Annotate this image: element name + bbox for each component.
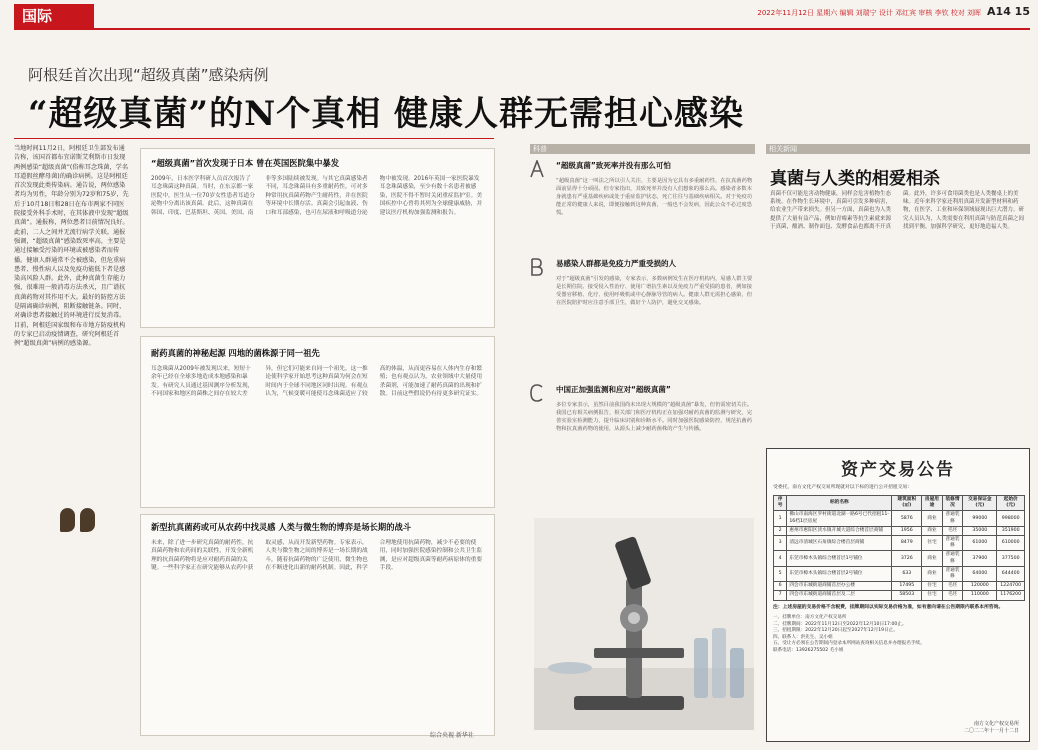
table-cell: 商业 bbox=[922, 526, 943, 535]
table-cell: 644400 bbox=[997, 566, 1025, 581]
dateline bbox=[560, 5, 1030, 19]
table-cell: 37900 bbox=[963, 551, 997, 566]
page-label: A14 15 bbox=[987, 5, 1030, 18]
panel-new-drugs-text: 未来，除了进一步研究真菌的耐药性，抗真菌药物和农药间的关联性，开发全新机理的抗真菌药物将是应对耐药真菌的关键。一些科学家正在研究能够从农药中获取灵感，从而开发新型药物。专家表示，人类与微生物之间的博弈是一场长期的战斗，随着抗菌药物的广泛使用，微生物也在不断进化出新的耐药机制。因此，科学合理地使用抗菌药物，减少不必要的使用，同时加强医院感染控制和公共卫生监测，是应对超级真菌等耐药病原体的重要手段。 bbox=[151, 540, 483, 572]
table-row bbox=[774, 551, 1025, 566]
table-cell: 商业 bbox=[922, 511, 943, 526]
notice-list bbox=[773, 615, 1023, 655]
related-text: 真菌不仅可能危害动物健康，同样会危害植物生态系统。在作物生长环境中，真菌可引发多种病害，给农业生产带来损失。但另一方面，真菌也为人类提供了大量有益产品，例如青霉素等抗生素就来源于真菌，酿酒、制作面包、发酵食品也都离不开真菌。此外，许多可食用菌类也是人类餐桌上的美味。近年来科学家还利用真菌开发新型材料和药物，在医学、工业和环保领域展现出巨大潜力。研究人员认为，人类需要在利用真菌与防范真菌之间找到平衡，加强科学研究，更好地造福人类。 bbox=[770, 191, 1025, 230]
table-cell: 四会市东城街道商铺首层办公楼 bbox=[787, 582, 892, 591]
panel-ancestry bbox=[140, 336, 495, 508]
letter-a-icon bbox=[530, 160, 544, 178]
table-cell: 351900 bbox=[997, 526, 1025, 535]
letter-c-icon bbox=[530, 384, 544, 402]
col-header: 序号 bbox=[774, 496, 787, 511]
dateline-text: 2022年11月12日 星期六 编辑 刘瑞宁 设计 邓红宾 审核 李钦 校对 刘晖 bbox=[757, 9, 982, 17]
table-cell: 毛坯 bbox=[942, 591, 963, 600]
notice-intro: 受委托，南方文化产权交易所现就对以下标的进行公开招租交易： bbox=[773, 485, 913, 490]
science-item-1-title: “超级真菌”致死率并没有那么可怕 bbox=[556, 161, 671, 170]
article-lead: 当地时间11月2日，阿根廷卫生部发布通告称，该国首都布宜诺斯艾利斯市日发现两例感染“超级真菌”(俗称耳念珠菌，学名耳道假丝酵母菌)的确诊病例。这是阿根廷首次发现此类传染病。通告说，两位感染者均为男性，年龄分别为72岁和75岁，先后于10月18日和28日在布市两家不同医院接受外科手术时，在其体液中发现“超级真菌”。通报称，两位患者目前情况良好。此前，二人之间并无流行病学关联。通报强调，“超级真菌”感染致死率高，主要是通过接触受污染的环境或被感染者而传播。健康人群通常不会被感染，但危重病患者、慢性病人以及免疫功能低下者是感染高风险人群。此外，此种真菌生存能力强，很难用一般消毒方法杀灭，且广谱抗真菌药物对其作用不大。最好的防控方法是隔离确诊病例，阻断接触链条。同时，对确诊患者接触过的环境进行反复消毒。目前，阿根廷国家级和布市地方防疫机构的专家已启动疫情调查，研究阿根廷首例“超级真菌”病例的感染源。 bbox=[14, 145, 129, 348]
panel-ancestry-title: 耐药真菌的神秘起源 四地的菌株源于同一祖先 bbox=[151, 348, 320, 358]
table-cell: 4 bbox=[774, 551, 787, 566]
panel-new-drugs bbox=[140, 514, 495, 736]
science-item-2-text: 对于“超级真菌”引发的感染，专家表示，多数病例发生在医疗机构内，易感人群主要是长期住院、接受侵入性治疗、使用广谱抗生素以及免疫力严重受损的患者，例如接受器官移植、化疗、使用呼吸机或中心静脉导管的病人。健康人群无需担心感染，但在医院陪护时应注意手部卫生，做好个人防护，避免交叉感染。 bbox=[556, 276, 753, 306]
science-item-3-title: 中国正加强监测和应对“超级真菌” bbox=[556, 385, 671, 394]
col-header: 装修情况 bbox=[942, 496, 963, 511]
notice-title: 资产交易公告 bbox=[841, 460, 955, 480]
notice-table bbox=[773, 495, 1025, 601]
table-cell: 1176200 bbox=[997, 591, 1025, 600]
table-cell: 8479 bbox=[892, 536, 922, 551]
table-cell: 惠州市惠阳区淡水镇开城大道综合楼首层商铺 bbox=[787, 526, 892, 535]
notice-list-item: 二、挂牌期间：2022年11月12日至2022年12月10日17:00止。 bbox=[773, 621, 907, 627]
table-cell: 110000 bbox=[963, 591, 997, 600]
table-cell: 普通装修 bbox=[942, 566, 963, 581]
related-column-label: 相关新闻 bbox=[766, 144, 1030, 154]
asset-notice bbox=[766, 448, 1030, 742]
table-cell: 998000 bbox=[997, 511, 1025, 526]
science-item-1-text: “超级真菌”这一叫法之所以引人关注，主要是因为它具有多重耐药性，在抗真菌药物面前显得十分顽固。但专家指出，其致死率并没有人们想象的那么高。感染者多数本身就患有严重基础疾病或处于重症监护状态，死亡往往与基础疾病相关。对于免疫功能正常的健康人来说，即便接触到这种真菌，一般也不会发病，因此公众不必过度恐慌。 bbox=[556, 178, 753, 216]
panel-origin bbox=[140, 148, 495, 328]
section-tag: 国际 bbox=[14, 4, 94, 28]
table-cell: 四会市东城街道商铺首层及二层 bbox=[787, 591, 892, 600]
panel-new-drugs-title: 新型抗真菌药或可从农药中找灵感 人类与微生物的博弈是场长期的战斗 bbox=[151, 522, 412, 532]
table-cell: 610000 bbox=[997, 536, 1025, 551]
table-cell: 2 bbox=[774, 526, 787, 535]
table-cell: 商业 bbox=[922, 551, 943, 566]
col-header: 建筑面积(㎡) bbox=[892, 496, 922, 511]
table-cell: 毛坯 bbox=[942, 526, 963, 535]
col-header: 标的名称 bbox=[787, 496, 892, 511]
table-row bbox=[774, 536, 1025, 551]
table-cell: 东莞市樟木头镇综合楼首层1号铺位 bbox=[787, 551, 892, 566]
table-cell: 3 bbox=[774, 536, 787, 551]
article-kicker: 阿根廷首次出现“超级真菌”感染病例 bbox=[28, 66, 269, 84]
letter-b-icon bbox=[530, 258, 544, 276]
table-cell: 1224700 bbox=[997, 582, 1025, 591]
table-cell: 住宅 bbox=[922, 536, 943, 551]
notice-sign-date: 二〇二二年十一月十二日 bbox=[963, 728, 1019, 734]
notice-signature bbox=[964, 721, 1019, 735]
panel-origin-title: “超级真菌”首次发现于日本 曾在英国医院集中暴发 bbox=[151, 158, 340, 168]
science-item-2-title: 易感染人群都是免疫力严重受损的人 bbox=[556, 259, 676, 268]
table-cell: 东莞市樟木头镇综合楼首层2号铺位 bbox=[787, 566, 892, 581]
table-row bbox=[774, 526, 1025, 535]
table-cell: 35000 bbox=[963, 526, 997, 535]
notice-sign-org: 南方文化产权交易所 bbox=[973, 721, 1019, 727]
table-cell: 住宅 bbox=[922, 591, 943, 600]
article-headline: “超级真菌”的N个真相 健康人群无需担心感染 bbox=[28, 94, 745, 134]
related-title: 真菌与人类的相爱相杀 bbox=[770, 169, 940, 189]
table-cell: 5876 bbox=[892, 511, 922, 526]
col-header: 交易保证金(元) bbox=[963, 496, 997, 511]
table-cell: 6 bbox=[774, 582, 787, 591]
table-cell: 64000 bbox=[963, 566, 997, 581]
notice-list-item: 三、招租期限：2022年12月20日起至2027年12月19日止。 bbox=[773, 628, 898, 634]
table-cell: 普通装修 bbox=[942, 511, 963, 526]
table-cell: 120000 bbox=[963, 582, 997, 591]
table-row bbox=[774, 511, 1025, 526]
notice-list-item: 一、挂牌单位：南方文化产权交易所 bbox=[773, 615, 847, 621]
table-cell: 商业 bbox=[922, 566, 943, 581]
notice-list-item: 四、联系人：洪先生、吴小姐 bbox=[773, 634, 833, 640]
top-rule bbox=[14, 28, 1030, 30]
microscope-illustration bbox=[534, 518, 754, 730]
notice-list-item: 五、受让方必须在公告期间内登录本所网站查询相关信息并办理报名手续。 bbox=[773, 641, 925, 647]
headline-divider bbox=[14, 138, 494, 139]
table-cell: 住宅 bbox=[922, 582, 943, 591]
table-row bbox=[774, 591, 1025, 600]
table-cell: 61000 bbox=[963, 536, 997, 551]
table-cell: 99000 bbox=[963, 511, 997, 526]
panel-origin-text: 2009年，日本医学科研人员首次报告了耳念珠菌这种真菌。当时，在东京都一家医院中，医生从一位70岁女性患者耳道分泌物中分离出该真菌。此后，这种真菌在韩国、印度、巴基斯坦、英国、美国、南非等多国陆续被发现。与其它真菌感染者不同，耳念珠菌具有多重耐药性，可对多种常用抗真菌药物产生耐药性，并在医院等环境中长期存活。真菌会引起血液、伤口和耳部感染，也可在尿液和呼吸道分泌物中被发现。2016年英国一家医院暴发耳念珠菌感染，至少有数十名患者被感染，医院不得不暂时关闭重症监护室。美国疾控中心曾将其列为全球健康威胁，并建议医疗机构加强监测和报告。 bbox=[151, 176, 483, 216]
science-item-3-text: 多位专家表示，虽然目前我国尚未出现大规模的“超级真菌”暴发，但仍需密切关注。我国已有相关病例报告，相关部门和医疗机构正在加强对耐药真菌的监测与研究，完善实验室检测能力，提升临床识别和诊断水平。同时加强医院感染防控，规范抗菌药物和抗真菌药物的使用，从源头上减少耐药菌株的产生与传播。 bbox=[556, 402, 753, 432]
table-cell: 3726 bbox=[892, 551, 922, 566]
table-row bbox=[774, 582, 1025, 591]
table-cell: 清远市清城区石角镇综合楼首层商铺 bbox=[787, 536, 892, 551]
table-cell: 5 bbox=[774, 566, 787, 581]
table-cell: 毛坯 bbox=[942, 582, 963, 591]
science-column-label: 科普 bbox=[530, 144, 755, 154]
table-cell: 7 bbox=[774, 591, 787, 600]
table-cell: 普通装修 bbox=[942, 551, 963, 566]
science-item-3 bbox=[530, 384, 755, 504]
table-cell: 1 bbox=[774, 511, 787, 526]
col-header: 房屋用途 bbox=[922, 496, 943, 511]
science-item-2 bbox=[530, 258, 755, 374]
notice-note: 注：上述房屋的交易价格不含税费，挂牌期间以实际交易价格为准，如有意向请在公告期限内联系本所咨询。 bbox=[773, 604, 1004, 610]
table-cell: 58503 bbox=[892, 591, 922, 600]
panel-ancestry-text: 耳念珠菌从2009年被发现以来，短短十余年已经在全球多地造成本地感染和暴发。有研究人员通过基因测序分析发现，不同国家和地区的菌株之间存在较大差异，但它们可能来自同一个祖先。这一推论使科学家开始思考这种真菌为何会在短时间内于全球不同地区同时出现。有观点认为，气候变暖可能使耳念珠菌适应了较高的体温，从而更容易在人体内生存和繁殖；也有观点认为，农业领域中大量使用杀菌剂，可能加速了耐药真菌的出现和扩散。目前这些假说仍有待更多研究证实。 bbox=[151, 366, 483, 398]
col-header: 起始价(元) bbox=[997, 496, 1025, 511]
quote-mark-icon bbox=[60, 508, 104, 536]
table-cell: 1956 bbox=[892, 526, 922, 535]
table-cell: 佛山市南海区罗村街道北湖一路6号已代招租11-16档1层房屋 bbox=[787, 511, 892, 526]
table-cell: 377500 bbox=[997, 551, 1025, 566]
source-credit: 综合央视 新华社 bbox=[430, 732, 474, 739]
table-cell: 普通装修 bbox=[942, 536, 963, 551]
science-item-1 bbox=[530, 160, 755, 252]
table-cell: 633 bbox=[892, 566, 922, 581]
table-row bbox=[774, 566, 1025, 581]
notice-list-item: 联系电话：13926275502 毛小姐 bbox=[773, 648, 844, 654]
table-cell: 17495 bbox=[892, 582, 922, 591]
notice-table-header bbox=[774, 496, 1025, 511]
